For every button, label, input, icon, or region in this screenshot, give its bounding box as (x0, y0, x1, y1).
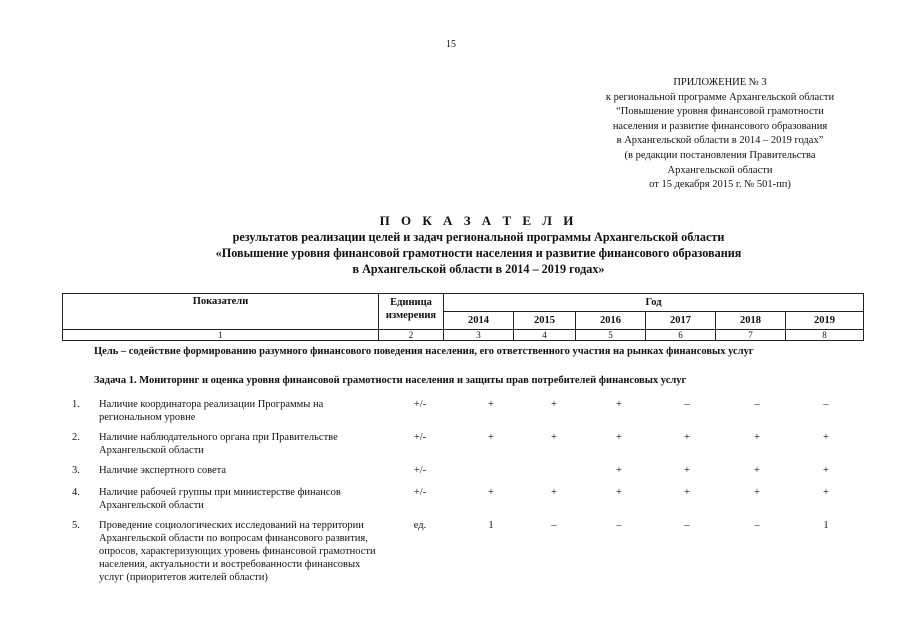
appendix-line: населения и развитие финансового образования (612, 120, 828, 132)
header-year-2017: 2017 (646, 312, 716, 330)
row-number: 5. (72, 520, 80, 531)
title-main: П О К А З А Т Е Л И (379, 213, 578, 228)
row-value-2015: + (551, 487, 557, 498)
row-value-2016: + (616, 487, 622, 498)
appendix-line: “Повышение уровня финансовой грамотности (616, 106, 824, 118)
row-value-2019: – (823, 399, 829, 410)
title-sub-line: «Повышение уровня финансовой грамотности населения и развитие финансового образования (215, 246, 742, 261)
row-value-2017: + (684, 432, 690, 443)
row-name: Проведение социологических исследований на территории Архангельской области по вопросам финансового развития, опросов, характеризующих уровень финансовой грамотности населения, актуальности и востребованности финансовых услуг (приоритетов жителей области) (99, 520, 376, 583)
row-unit: +/- (413, 465, 427, 476)
row-unit: +/- (413, 399, 427, 410)
row-value-2018: – (754, 520, 760, 531)
col-number: 4 (514, 330, 576, 341)
row-name: Наличие наблюдательного органа при Правительстве Архангельской области (99, 432, 338, 456)
row-value-2014: 1 (488, 520, 494, 531)
appendix-line: к региональной программе Архангельской области (605, 91, 835, 103)
header-year-2015: 2015 (514, 312, 576, 330)
row-value-2019: + (823, 432, 829, 443)
title-sub-line: в Архангельской области в 2014 – 2019 годах» (352, 262, 605, 277)
row-value-2017: – (684, 520, 690, 531)
col-number: 2 (379, 330, 444, 341)
row-value-2016: + (616, 465, 622, 476)
row-value-2015: + (551, 399, 557, 410)
row-value-2015: – (551, 520, 557, 531)
row-unit: ед. (413, 520, 427, 531)
col-number: 8 (786, 330, 864, 341)
row-number: 1. (72, 399, 80, 410)
col-number: 6 (646, 330, 716, 341)
col-number: 1 (63, 330, 379, 341)
col-number: 5 (576, 330, 646, 341)
row-value-2019: 1 (823, 520, 829, 531)
appendix-line: в Архангельской области в 2014 – 2019 годах” (616, 135, 824, 147)
header-year-2019: 2019 (786, 312, 864, 330)
document-title (0, 213, 905, 278)
row-number: 2. (72, 432, 80, 443)
row-value-2018: + (754, 487, 760, 498)
row-unit: +/- (413, 487, 427, 498)
appendix-line: Архангельской области (667, 164, 773, 176)
goal-text: Цель – содействие формированию разумного финансового поведения населения, его ответственного участия на рынках финансовых услуг (94, 346, 754, 357)
row-value-2018: – (754, 399, 760, 410)
row-value-2014: + (488, 487, 494, 498)
row-name: Наличие рабочей группы при министерстве финансов Архангельской области (99, 487, 341, 511)
header-year-2016: 2016 (576, 312, 646, 330)
row-value-2018: + (754, 432, 760, 443)
row-value-2016: – (616, 520, 622, 531)
row-value-2017: + (684, 465, 690, 476)
appendix-line: (в редакции постановления Правительства (624, 149, 816, 161)
header-year-2014: 2014 (444, 312, 514, 330)
task-heading: Задача 1. Мониторинг и оценка уровня финансовой грамотности населения и защиты прав потребителей финансовых услуг (94, 375, 687, 386)
col-number: 7 (716, 330, 786, 341)
title-sub-line: результатов реализации целей и задач региональной программы Архангельской области (232, 230, 725, 244)
appendix-line: от 15 декабря 2015 г. № 501-пп) (649, 179, 791, 191)
row-value-2018: + (754, 465, 760, 476)
row-value-2019: + (823, 487, 829, 498)
appendix-line: ПРИЛОЖЕНИЕ № 3 (673, 77, 767, 88)
header-year-2018: 2018 (716, 312, 786, 330)
col-number: 3 (444, 330, 514, 341)
row-value-2014: + (488, 399, 494, 410)
header-unit: Единица измерения (379, 294, 444, 330)
row-value-2016: + (616, 399, 622, 410)
header-indicators: Показатели (63, 294, 379, 330)
indicators-table-header (62, 293, 864, 341)
row-value-2017: – (684, 399, 690, 410)
row-value-2017: + (684, 487, 690, 498)
row-value-2016: + (616, 432, 622, 443)
row-value-2019: + (823, 465, 829, 476)
row-name: Наличие экспертного совета (99, 465, 226, 476)
appendix-header (540, 76, 900, 193)
row-name: Наличие координатора реализации Программы на региональном уровне (99, 399, 324, 423)
page-number: 15 (446, 39, 456, 50)
row-number: 4. (72, 487, 80, 498)
row-unit: +/- (413, 432, 427, 443)
row-number: 3. (72, 465, 80, 476)
header-year: Год (444, 294, 864, 312)
row-value-2014: + (488, 432, 494, 443)
row-value-2015: + (551, 432, 557, 443)
